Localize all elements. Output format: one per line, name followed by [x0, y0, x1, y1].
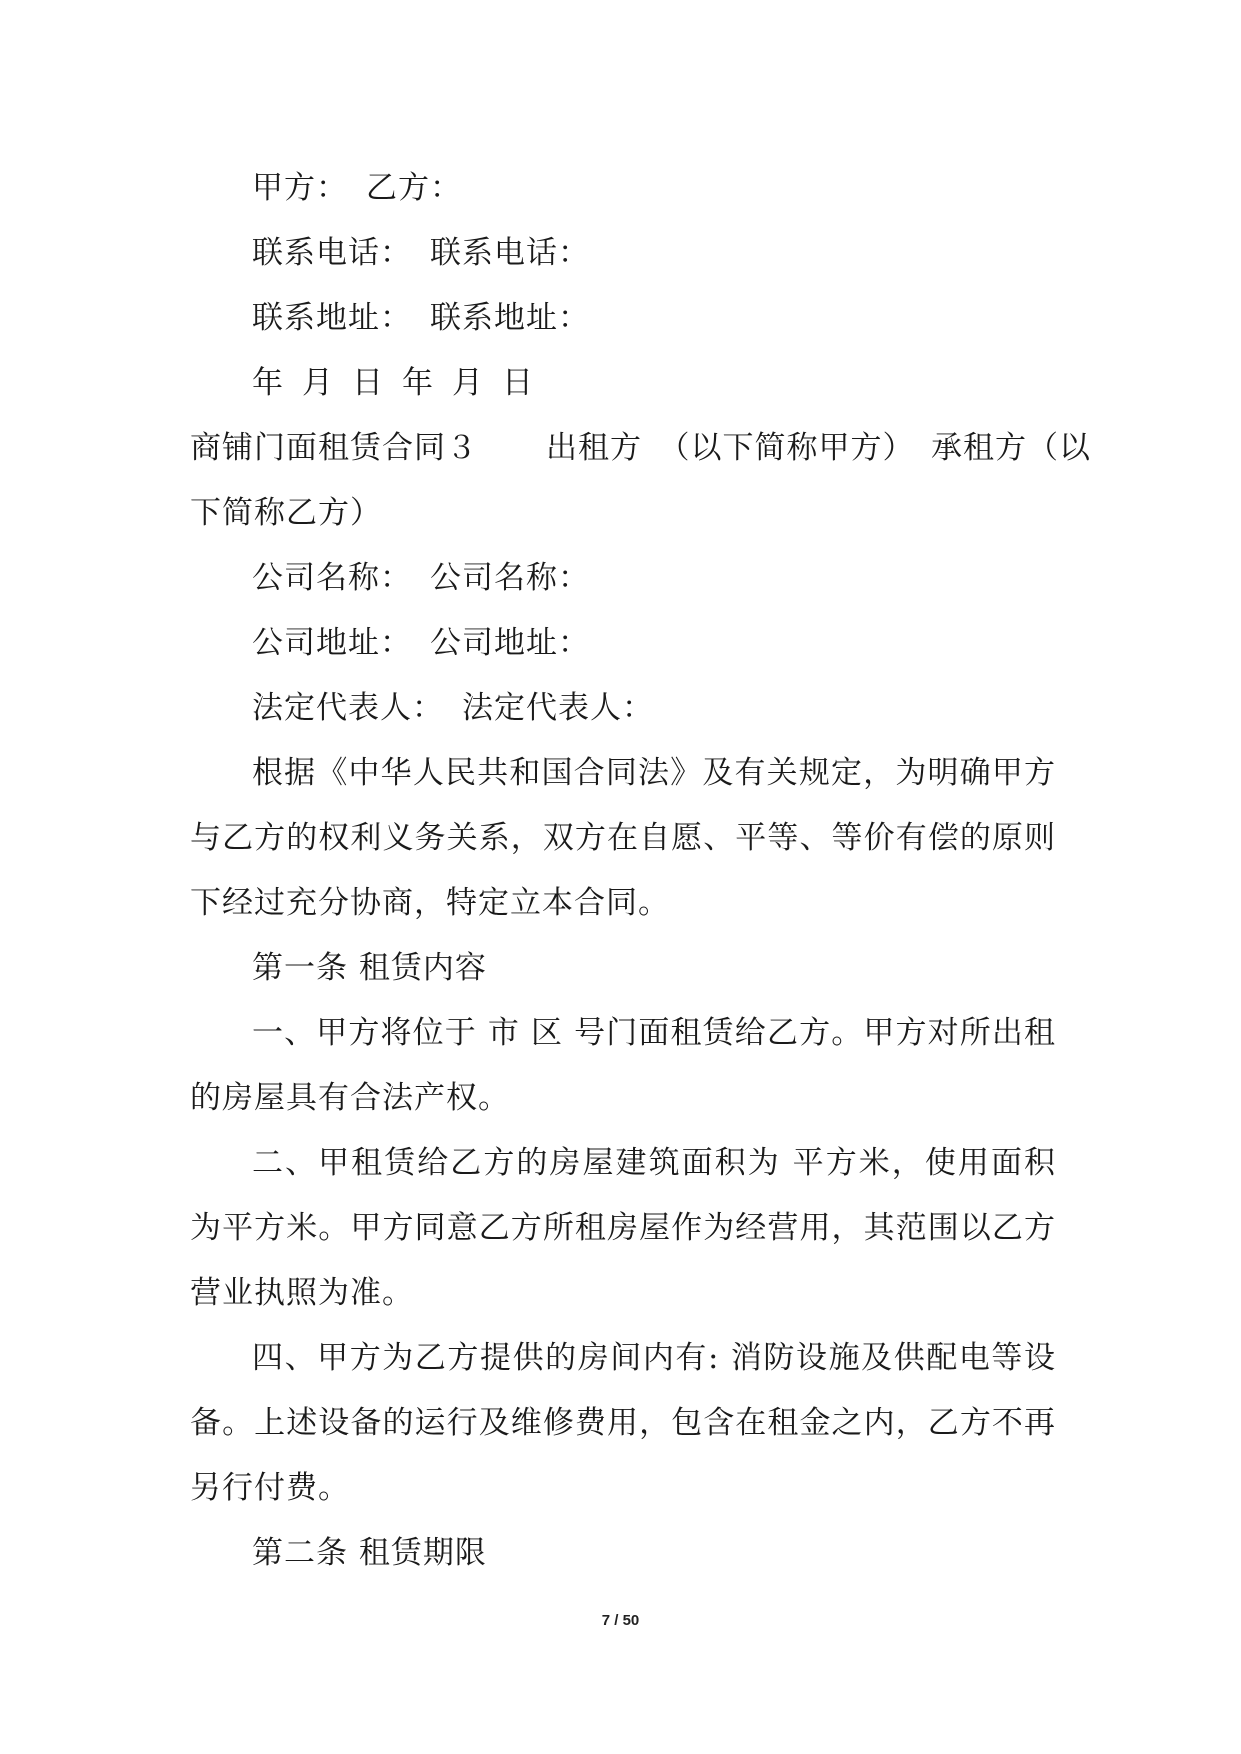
party-b-legal-rep-label: 法定代表人：: [462, 690, 654, 726]
party-line: [190, 156, 1056, 221]
date-day-a: 日: [352, 365, 384, 401]
party-a-company-address-label: 公司地址：: [252, 625, 412, 661]
date-year-b: 年: [402, 365, 434, 401]
phone-line: [190, 221, 1056, 286]
party-b-label: 乙方：: [366, 170, 462, 206]
date-day-b: 日: [502, 365, 534, 401]
lessor-intro: 出租方 （以下简称甲方） 承租方（以: [546, 430, 1091, 466]
article-2-title: 第二条 租赁期限: [252, 1535, 487, 1571]
party-a-address-label: 联系地址：: [252, 300, 412, 336]
document-body: [190, 156, 1091, 1586]
party-a-legal-rep-label: 法定代表人：: [252, 690, 444, 726]
date-month-a: 月: [302, 365, 334, 401]
party-b-company-name-label: 公司名称：: [430, 560, 590, 596]
clause-1-paragraph: 一、甲方将位于 市 区 号门面租赁给乙方。甲方对所出租的房屋具有合法产权。: [190, 1015, 1056, 1116]
page-number: 7 / 50: [601, 1612, 640, 1629]
address-line: [190, 286, 1056, 351]
clause-4-paragraph: 四、甲方为乙方提供的房间内有: 消防设施及供配电等设备。上述设备的运行及维修费用，包含在租金之内，乙方不再另行付费。: [190, 1340, 1056, 1506]
party-b-phone-label: 联系电话：: [430, 235, 590, 271]
date-year-a: 年: [252, 365, 284, 401]
preamble-paragraph: 根据《中华人民共和国合同法》及有关规定，为明确甲方与乙方的权利义务关系，双方在自愿、平等、等价有偿的原则下经过充分协商，特定立本合同。: [190, 755, 1056, 921]
article-1-title: 第一条 租赁内容: [252, 950, 487, 986]
party-a-company-name-label: 公司名称：: [252, 560, 412, 596]
company-address-line: [190, 611, 1056, 676]
clause-2-paragraph: 二、甲租赁给乙方的房屋建筑面积为 平方米，使用面积为平方米。甲方同意乙方所租房屋作为经营用，其范围以乙方营业执照为准。: [190, 1145, 1056, 1311]
party-a-label: 甲方：: [252, 170, 348, 206]
date-line: [190, 351, 1056, 416]
contract-heading-cont: [190, 481, 1056, 546]
date-month-b: 月: [452, 365, 484, 401]
party-b-company-address-label: 公司地址：: [430, 625, 590, 661]
party-a-phone-label: 联系电话：: [252, 235, 412, 271]
party-b-address-label: 联系地址：: [430, 300, 590, 336]
legal-rep-line: [190, 676, 1056, 741]
company-name-line: [190, 546, 1056, 611]
contract-heading-line: [190, 416, 1091, 481]
contract-title: 商铺门面租赁合同３: [190, 430, 478, 466]
lessee-intro-cont: 下简称乙方）: [190, 495, 382, 531]
